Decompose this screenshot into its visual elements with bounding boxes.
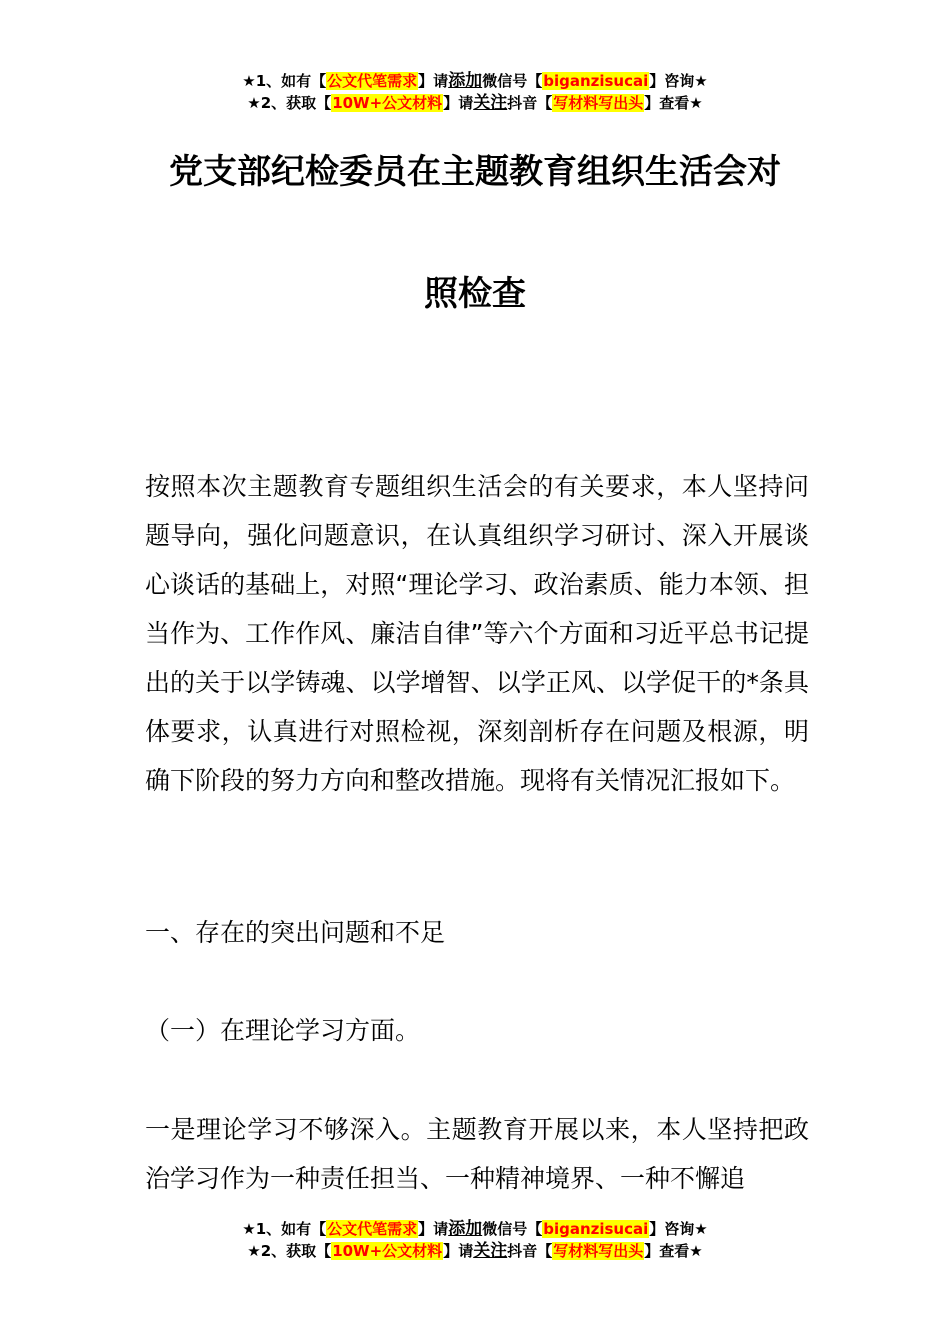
promo-text: 】请 <box>443 94 474 112</box>
promo-text: 微信号【 <box>482 1220 543 1238</box>
promo-text: 微信号【 <box>482 72 543 90</box>
footer-promo-banner <box>0 1218 950 1262</box>
promo-text: ★1、如有【 <box>242 72 327 90</box>
promo-text: 】请 <box>418 72 449 90</box>
promo-highlight: 公文代笔需求 <box>327 72 418 90</box>
promo-text: 】咨询★ <box>649 1220 708 1238</box>
promo-text: ★2、获取【 <box>247 94 332 112</box>
promo-line-2 <box>0 92 950 114</box>
promo-line-1 <box>0 1218 950 1240</box>
promo-highlight: biganzisucai <box>543 1220 649 1238</box>
document-title-line-2: 照检查 <box>424 274 526 314</box>
document-title-line-1: 党支部纪检委员在主题教育组织生活会对 <box>169 152 781 192</box>
promo-text: ★1、如有【 <box>242 1220 327 1238</box>
promo-line-1 <box>0 70 950 92</box>
header-promo-banner <box>0 70 950 114</box>
promo-highlight: biganzisucai <box>543 72 649 90</box>
promo-highlight: 公文代笔需求 <box>327 1220 418 1238</box>
promo-text: 抖音【 <box>507 94 553 112</box>
promo-text: 】请 <box>418 1220 449 1238</box>
promo-emphasis: 关注 <box>473 1241 508 1261</box>
section-heading: 一、存在的突出问题和不足 <box>145 918 446 947</box>
promo-highlight: 10W+公文材料 <box>332 1242 443 1260</box>
promo-highlight: 10W+公文材料 <box>332 94 443 112</box>
subsection-heading: （一）在理论学习方面。 <box>145 1016 421 1045</box>
body-paragraph: 一是理论学习不够深入。主题教育开展以来，本人坚持把政治学习作为一种责任担当、一种精神境界、一种不懈追 <box>145 1115 809 1193</box>
promo-text: 抖音【 <box>507 1242 553 1260</box>
promo-text: ★2、获取【 <box>247 1242 332 1260</box>
promo-emphasis: 添加 <box>448 71 483 91</box>
promo-highlight: 写材料写出头 <box>553 94 644 112</box>
promo-text: 】查看★ <box>644 1242 703 1260</box>
promo-emphasis: 关注 <box>473 93 508 113</box>
promo-text: 】请 <box>443 1242 474 1260</box>
promo-emphasis: 添加 <box>448 1219 483 1239</box>
promo-line-2 <box>0 1240 950 1262</box>
promo-text: 】咨询★ <box>649 72 708 90</box>
intro-paragraph: 按照本次主题教育专题组织生活会的有关要求，本人坚持问题导向，强化问题意识，在认真组织学习研讨、深入开展谈心谈话的基础上，对照“理论学习、政治素质、能力本领、担当作为、工作作风、廉洁自律”等六个方面和习近平总书记提出的关于以学铸魂、以学增智、以学正风、以学促干的*条具体要求，认真进行对照检视，深刻剖析存在问题及根源，明确下阶段的努力方向和整改措施。现将有关情况汇报如下。 <box>145 472 809 795</box>
promo-highlight: 写材料写出头 <box>553 1242 644 1260</box>
promo-text: 】查看★ <box>644 94 703 112</box>
